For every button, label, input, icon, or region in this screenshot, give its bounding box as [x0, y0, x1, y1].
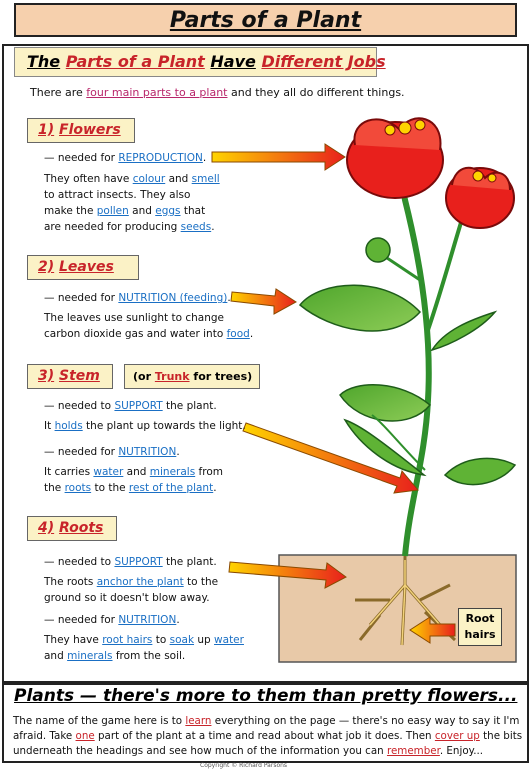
txt: and	[132, 205, 152, 217]
roots-anchor	[44, 574, 218, 606]
txt: that	[183, 205, 206, 217]
label-line: hairs	[464, 628, 496, 641]
txt: make the	[44, 205, 94, 217]
need-suffix: the plant.	[166, 556, 217, 568]
keyword: pollen	[96, 205, 129, 217]
need-suffix: .	[176, 614, 180, 626]
keyword: water	[214, 634, 244, 646]
leaves-heading-box	[27, 255, 139, 280]
keyword: anchor the plant	[96, 576, 184, 588]
txt: and	[126, 466, 147, 478]
txt: from the soil.	[115, 650, 186, 662]
stem-description	[44, 464, 223, 496]
subtitle-part2: Different Jobs	[261, 52, 386, 71]
need-keyword: REPRODUCTION	[118, 152, 203, 164]
txt: (or	[133, 370, 152, 383]
leaf-illustration	[300, 285, 420, 331]
stem-aside-box	[124, 364, 260, 389]
txt: for trees)	[193, 370, 253, 383]
txt: .	[249, 328, 254, 340]
need-suffix: the plant.	[166, 400, 217, 412]
roots-number: 4)	[38, 520, 55, 536]
keyword: root hairs	[102, 634, 153, 646]
txt: The roots	[44, 576, 94, 588]
stem-heading-box	[27, 364, 113, 389]
need-suffix: .	[227, 292, 231, 304]
need-suffix: .	[176, 446, 180, 458]
page-title: Parts of a Plant	[169, 8, 362, 33]
txt: to the	[94, 482, 126, 494]
flowers-need	[44, 150, 206, 166]
txt: They often have	[44, 173, 130, 185]
need-keyword: SUPPORT	[114, 400, 163, 412]
keyword: colour	[132, 173, 166, 185]
keyword: Trunk	[154, 370, 190, 383]
keyword: rest of the plant	[128, 482, 214, 494]
stem-illustration	[386, 140, 429, 556]
leaves-number: 2)	[38, 259, 55, 275]
roots-description	[44, 632, 244, 664]
keyword: seeds	[180, 221, 212, 233]
keyword: remember	[386, 745, 440, 757]
need-keyword: SUPPORT	[114, 556, 163, 568]
keyword: cover up	[434, 730, 480, 742]
leaves-description	[44, 310, 253, 342]
keyword: learn	[185, 715, 212, 727]
txt: . Enjoy...	[439, 745, 484, 757]
subtitle-part1: Parts of a Plant	[65, 52, 205, 71]
txt: part of the plant at a time and read about what job it does. Then	[97, 730, 432, 742]
need-keyword: NUTRITION (feeding)	[118, 292, 228, 304]
keyword: smell	[191, 173, 220, 185]
txt: everything on the page — there's no easy way to say it I'm afraid. Take	[13, 715, 520, 742]
intro-link: four main parts to a plant	[86, 86, 228, 99]
subtitle-mid: Have	[210, 52, 256, 71]
txt: ground so it doesn't blow away.	[44, 592, 210, 604]
txt: carbon dioxide gas and water into	[44, 328, 224, 340]
copyright: Copyright © Richard Parsons	[200, 762, 288, 769]
keyword: eggs	[155, 205, 181, 217]
txt: It carries	[44, 466, 91, 478]
txt: It	[44, 420, 52, 432]
stem-heading: Stem	[59, 368, 100, 384]
txt: The name of the game here is to	[13, 715, 183, 727]
stem-need-support	[44, 398, 217, 414]
leaves-heading: Leaves	[59, 259, 114, 275]
txt: .	[213, 482, 217, 494]
keyword: minerals	[149, 466, 196, 478]
need-prefix: — needed for	[44, 152, 115, 164]
flowers-heading-box	[27, 118, 135, 143]
roots-heading-box	[27, 516, 117, 541]
stem-holds	[44, 418, 246, 434]
txt: from	[198, 466, 223, 478]
intro-before: There are	[30, 86, 83, 99]
flowers-heading: Flowers	[59, 122, 121, 138]
keyword: water	[93, 466, 124, 478]
keyword: one	[75, 730, 95, 742]
need-prefix: — needed to	[44, 556, 112, 568]
roots-need-nutrition	[44, 612, 180, 628]
txt: the bits underneath the headings and see how much of the information you can	[13, 730, 523, 757]
keyword: holds	[54, 420, 83, 432]
need-prefix: — needed for	[44, 292, 115, 304]
leaves-need	[44, 290, 231, 306]
stem-number: 3)	[38, 368, 55, 384]
stem-need-nutrition	[44, 444, 180, 460]
intro-after: and they all do different things.	[231, 86, 405, 99]
txt: They have	[44, 634, 99, 646]
txt: the plant up towards the light.	[86, 420, 246, 432]
txt: and	[44, 650, 64, 662]
need-prefix: — needed for	[44, 614, 115, 626]
need-keyword: NUTRITION	[118, 614, 177, 626]
need-prefix: — needed for	[44, 446, 115, 458]
keyword: minerals	[67, 650, 113, 662]
roots-need-support	[44, 554, 217, 570]
roots-heading: Roots	[59, 520, 104, 536]
flowers-description	[44, 171, 220, 235]
flowers-number: 1)	[38, 122, 55, 138]
txt: the	[44, 482, 62, 494]
need-prefix: — needed to	[44, 400, 112, 412]
flower-illustration	[347, 118, 514, 228]
txt: The leaves use sunlight to change	[44, 312, 224, 324]
txt: to	[155, 634, 167, 646]
need-suffix: .	[202, 152, 207, 164]
txt: .	[211, 221, 215, 233]
txt: to the	[187, 576, 219, 588]
txt: are needed for producing	[44, 221, 178, 233]
txt: and	[168, 173, 189, 185]
bottom-title: Plants — there's more to them than pretty flowers...	[14, 686, 518, 706]
label-line: Root	[465, 612, 495, 625]
txt: to attract insects. They also	[44, 189, 191, 201]
subtitle-prefix: The	[27, 52, 61, 71]
keyword: food	[226, 328, 250, 340]
keyword: soak	[169, 634, 195, 646]
bottom-text	[13, 714, 523, 759]
txt: up	[197, 634, 211, 646]
keyword: roots	[64, 482, 92, 494]
root-hairs-label	[458, 608, 502, 646]
need-keyword: NUTRITION	[118, 446, 177, 458]
